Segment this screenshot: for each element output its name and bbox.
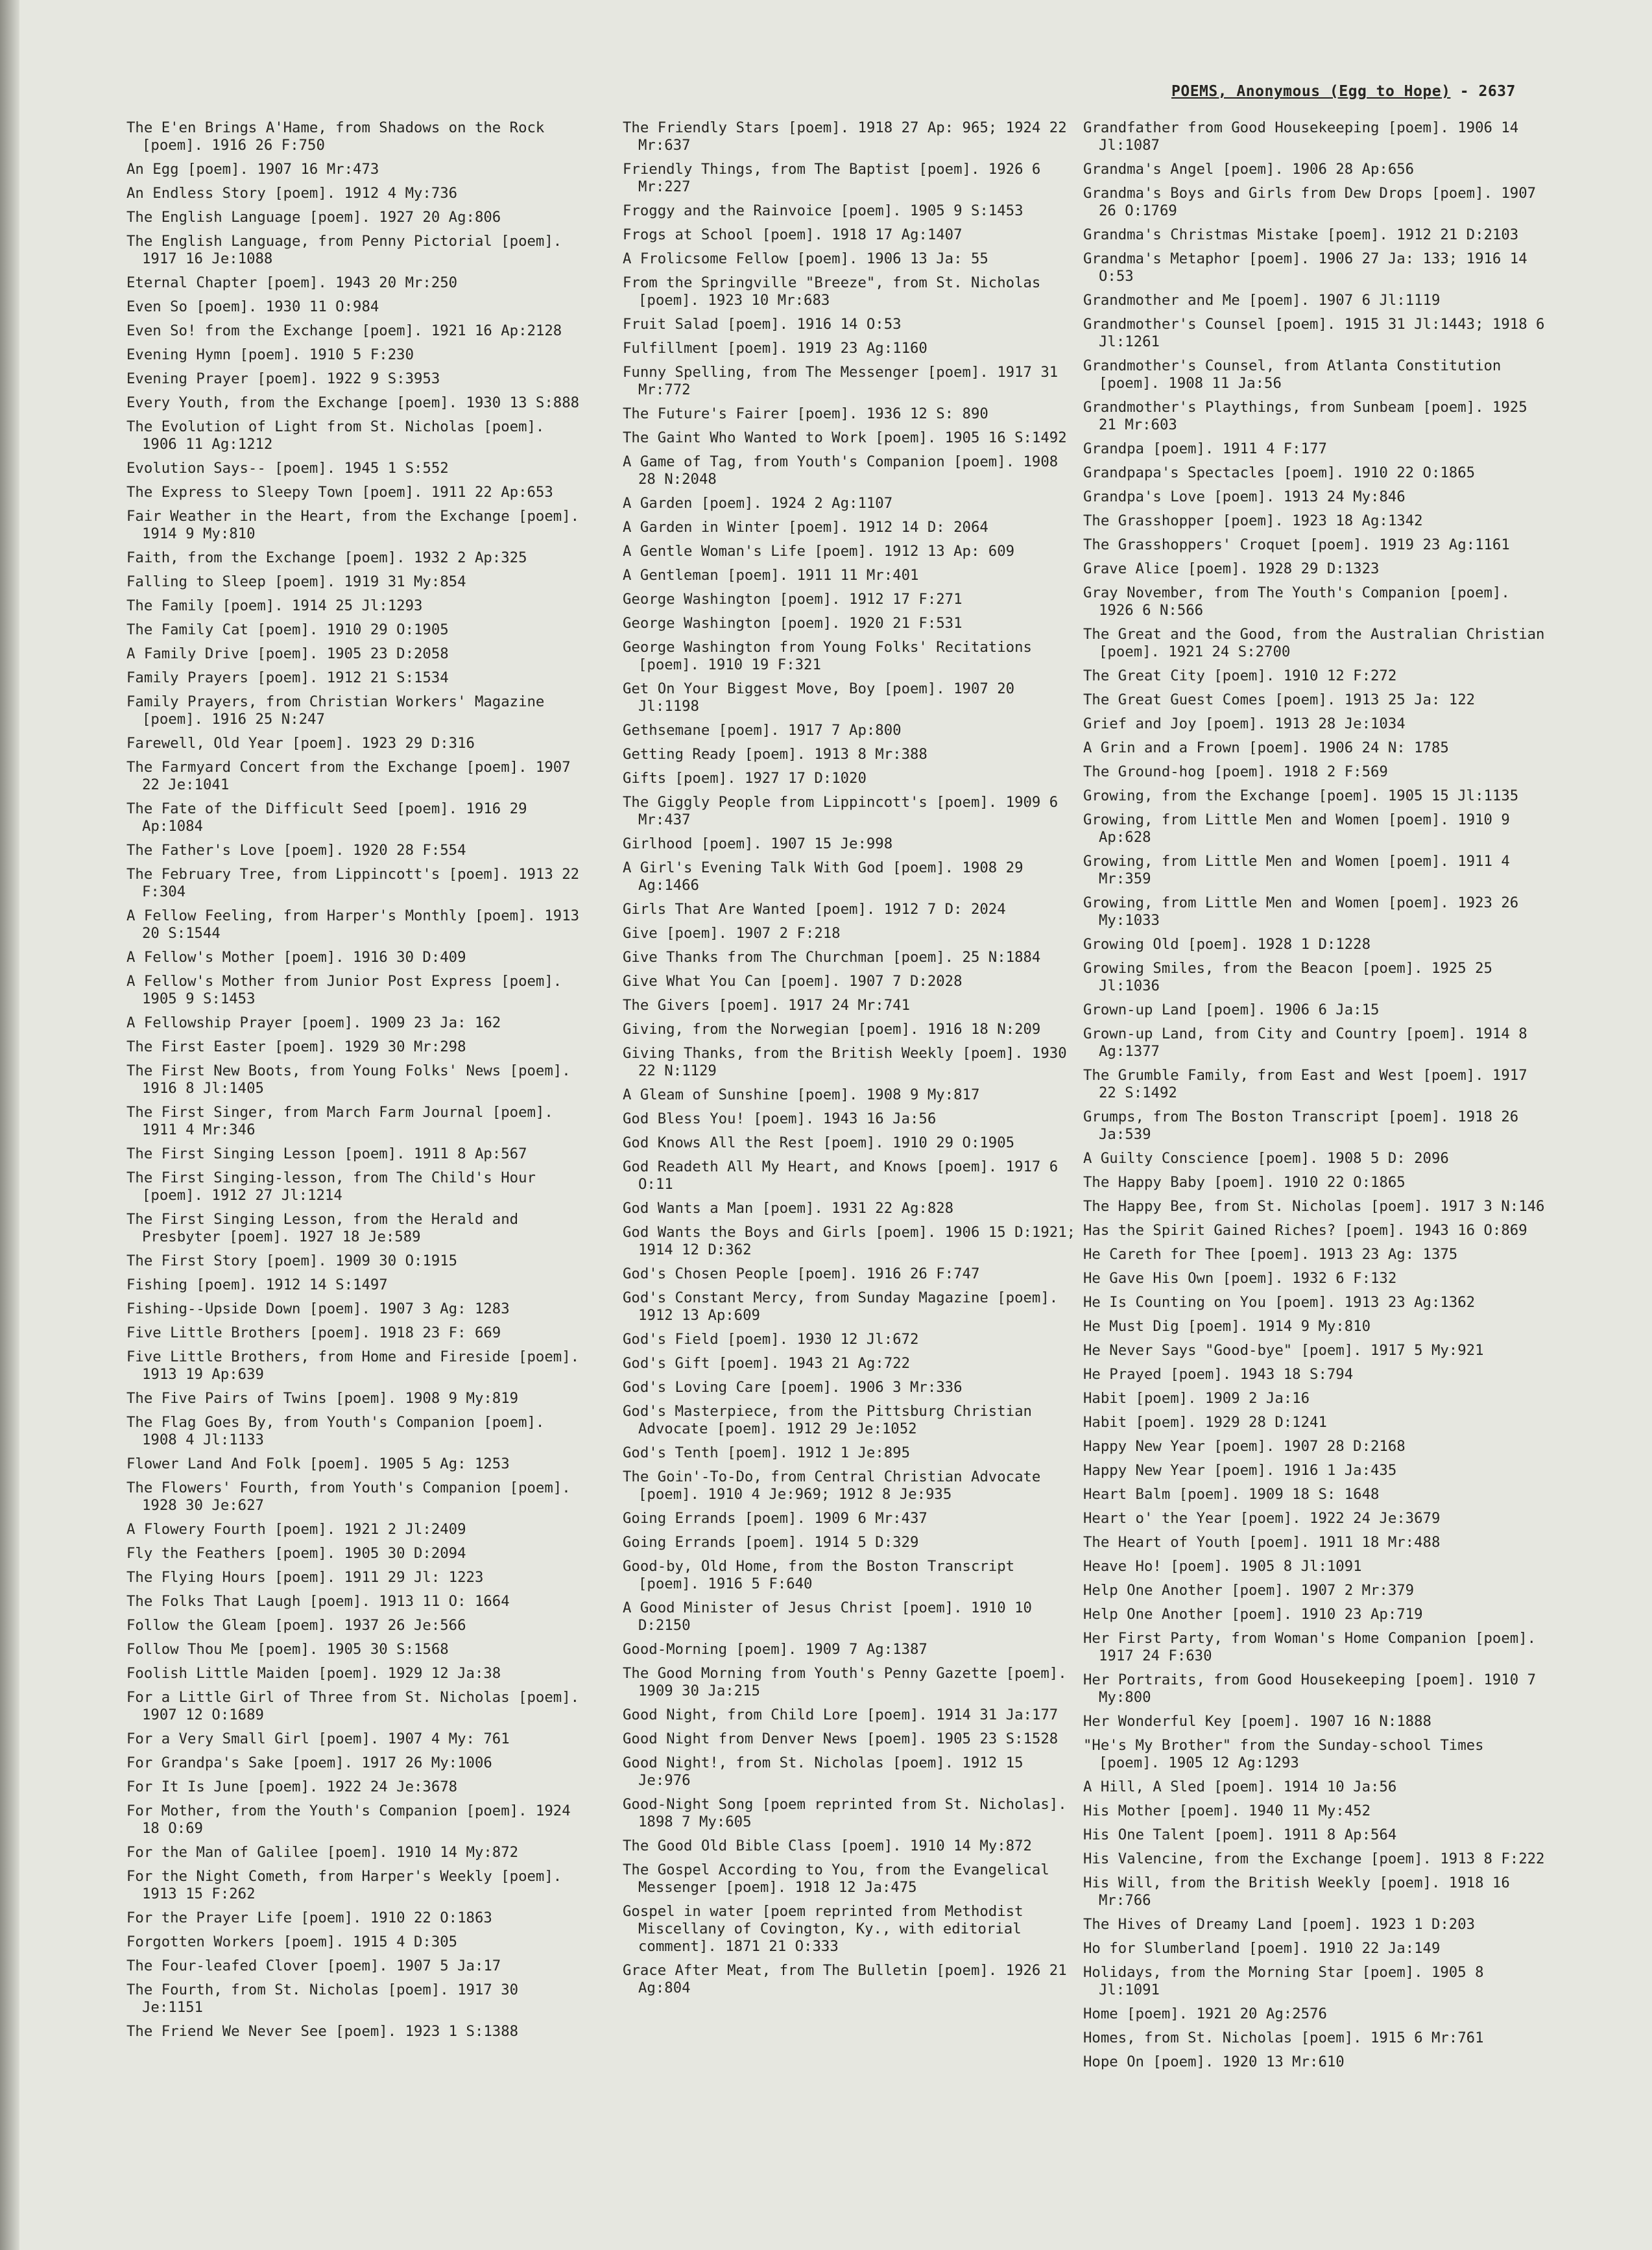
index-entry: Ho for Slumberland [poem]. 1910 22 Ja:149 <box>1083 1940 1441 1957</box>
index-entry: Growing Old [poem]. 1928 1 D:1228 <box>1083 936 1371 953</box>
index-entry: Grandma's Boys and Girls from Dew Drops [poem]. 1907 26 O:1769 <box>1083 185 1537 219</box>
index-entry: Faith, from the Exchange [poem]. 1932 2 Ap:325 <box>126 549 527 566</box>
index-entry: The Grumble Family, from East and West [poem]. 1917 22 S:1492 <box>1083 1067 1527 1101</box>
index-entry: The Folks That Laugh [poem]. 1913 11 O: 1664 <box>126 1593 510 1610</box>
index-entry: "He's My Brother" from the Sunday-school Times [poem]. 1905 12 Ag:1293 <box>1083 1737 1484 1771</box>
index-entry: Grace After Meat, from The Bulletin [poem]. 1926 21 Ag:804 <box>623 1962 1067 1996</box>
index-entry: God's Field [poem]. 1930 12 Jl:672 <box>623 1331 919 1348</box>
index-entry: A Fellow's Mother [poem]. 1916 30 D:409 <box>126 949 466 966</box>
index-entry: For Mother, from the Youth's Companion [poem]. 1924 18 O:69 <box>126 1802 571 1837</box>
index-entry: The First Story [poem]. 1909 30 O:1915 <box>126 1252 458 1269</box>
index-entry: Even So! from the Exchange [poem]. 1921 16 Ap:2128 <box>126 322 562 339</box>
index-entry: Home [poem]. 1921 20 Ag:2576 <box>1083 2005 1327 2022</box>
index-entry: A Guilty Conscience [poem]. 1908 5 D: 2096 <box>1083 1150 1449 1167</box>
index-entry: The English Language [poem]. 1927 20 Ag:806 <box>126 209 501 226</box>
index-entry: He Is Counting on You [poem]. 1913 23 Ag:1362 <box>1083 1294 1476 1311</box>
index-entry: Growing, from Little Men and Women [poem]. 1910 9 Ap:628 <box>1083 811 1510 846</box>
index-entry: The Happy Bee, from St. Nicholas [poem]. 1917 3 N:146 <box>1083 1198 1545 1215</box>
index-entry: Five Little Brothers [poem]. 1918 23 F: 669 <box>126 1324 501 1341</box>
index-entry: The Friend We Never See [poem]. 1923 1 S:1388 <box>126 2023 519 2040</box>
index-entry: Gethsemane [poem]. 1917 7 Ap:800 <box>623 722 902 739</box>
index-entry: The Family [poem]. 1914 25 Jl:1293 <box>126 597 423 614</box>
index-entry: Giving Thanks, from the British Weekly [poem]. 1930 22 N:1129 <box>623 1045 1067 1079</box>
index-column-2 <box>623 119 1077 2004</box>
index-entry: The First Singing Lesson, from the Herald and Presbyter [poem]. 1927 18 Je:589 <box>126 1211 519 1245</box>
index-entry: The English Language, from Penny Pictorial [poem]. 1917 16 Je:1088 <box>126 233 562 267</box>
index-entry: Family Prayers [poem]. 1912 21 S:1534 <box>126 669 449 686</box>
index-entry: The Happy Baby [poem]. 1910 22 O:1865 <box>1083 1174 1406 1191</box>
index-entry: A Flowery Fourth [poem]. 1921 2 Jl:2409 <box>126 1521 466 1538</box>
index-entry: A Hill, A Sled [poem]. 1914 10 Ja:56 <box>1083 1778 1397 1795</box>
index-entry: God Readeth All My Heart, and Knows [poem]. 1917 6 O:11 <box>623 1158 1059 1193</box>
index-entry: Grandmother's Counsel [poem]. 1915 31 Jl:1443; 1918 6 Jl:1261 <box>1083 316 1545 350</box>
index-entry: His Mother [poem]. 1940 11 My:452 <box>1083 1802 1371 1819</box>
index-entry: A Grin and a Frown [poem]. 1906 24 N: 1785 <box>1083 739 1449 756</box>
index-entry: Heave Ho! [poem]. 1905 8 Jl:1091 <box>1083 1558 1362 1575</box>
index-entry: Has the Spirit Gained Riches? [poem]. 1943 16 O:869 <box>1083 1222 1527 1239</box>
index-entry: The Friendly Stars [poem]. 1918 27 Ap: 965; 1924 22 Mr:637 <box>623 119 1067 154</box>
index-entry: Farewell, Old Year [poem]. 1923 29 D:316 <box>126 735 475 752</box>
index-entry: Evening Hymn [poem]. 1910 5 F:230 <box>126 346 414 363</box>
index-entry: God's Constant Mercy, from Sunday Magazine [poem]. 1912 13 Ap:609 <box>623 1289 1059 1324</box>
index-entry: A Fellow Feeling, from Harper's Monthly [poem]. 1913 20 S:1544 <box>126 907 580 942</box>
index-entry: Girls That Are Wanted [poem]. 1912 7 D: 2024 <box>623 901 1006 918</box>
index-entry: Eternal Chapter [poem]. 1943 20 Mr:250 <box>126 274 458 291</box>
index-entry: The Grasshoppers' Croquet [poem]. 1919 23 Ag:1161 <box>1083 536 1510 553</box>
index-entry: He Careth for Thee [poem]. 1913 23 Ag: 1375 <box>1083 1246 1458 1263</box>
index-entry: Happy New Year [poem]. 1916 1 Ja:435 <box>1083 1462 1397 1479</box>
index-entry: Homes, from St. Nicholas [poem]. 1915 6 Mr:761 <box>1083 2029 1484 2046</box>
index-entry: Grandpa's Love [poem]. 1913 24 My:846 <box>1083 488 1406 505</box>
index-entry: Good Night, from Child Lore [poem]. 1914 31 Ja:177 <box>623 1706 1059 1723</box>
index-column-1 <box>126 119 581 2047</box>
index-entry: The Four-leafed Clover [poem]. 1907 5 Ja:17 <box>126 1957 501 1974</box>
index-entry: The Five Pairs of Twins [poem]. 1908 9 My:819 <box>126 1390 519 1407</box>
index-entry: For It Is June [poem]. 1922 24 Je:3678 <box>126 1778 458 1795</box>
section-title: POEMS, Anonymous (Egg to Hope) <box>1171 83 1451 100</box>
index-entry: His Valencine, from the Exchange [poem]. 1913 8 F:222 <box>1083 1850 1545 1867</box>
index-entry: The Future's Fairer [poem]. 1936 12 S: 890 <box>623 405 988 422</box>
index-entry: The First New Boots, from Young Folks' News [poem]. 1916 8 Jl:1405 <box>126 1062 571 1097</box>
index-entry: Forgotten Workers [poem]. 1915 4 D:305 <box>126 1933 458 1950</box>
index-entry: Give Thanks from The Churchman [poem]. 25 N:1884 <box>623 949 1041 966</box>
index-entry: Evolution Says-- [poem]. 1945 1 S:552 <box>126 460 449 477</box>
index-entry: Help One Another [poem]. 1907 2 Mr:379 <box>1083 1582 1415 1599</box>
index-entry: Fair Weather in the Heart, from the Exchange [poem]. 1914 9 My:810 <box>126 508 580 542</box>
index-entry: A Garden [poem]. 1924 2 Ag:1107 <box>623 495 893 512</box>
index-entry: A Fellowship Prayer [poem]. 1909 23 Ja: 162 <box>126 1014 501 1031</box>
index-entry: For the Night Cometh, from Harper's Weekly [poem]. 1913 15 F:262 <box>126 1868 562 1902</box>
index-entry: Five Little Brothers, from Home and Fireside [poem]. 1913 19 Ap:639 <box>126 1348 580 1383</box>
index-entry: The Good Old Bible Class [poem]. 1910 14 My:872 <box>623 1837 1032 1854</box>
index-entry: Gifts [poem]. 1927 17 D:1020 <box>623 770 867 787</box>
index-entry: The Flying Hours [poem]. 1911 29 Jl: 1223 <box>126 1569 484 1586</box>
index-entry: For a Little Girl of Three from St. Nicholas [poem]. 1907 12 O:1689 <box>126 1689 580 1723</box>
index-entry: The Good Morning from Youth's Penny Gazette [poem]. 1909 30 Ja:215 <box>623 1665 1067 1699</box>
index-entry: God Knows All the Rest [poem]. 1910 29 O:1905 <box>623 1134 1015 1151</box>
index-entry: Gospel in water [poem reprinted from Methodist Miscellany of Covington, Ky., with editorial comment]. 1871 21 O:333 <box>623 1903 1024 1955</box>
index-entry: Grandmother's Playthings, from Sunbeam [poem]. 1925 21 Mr:603 <box>1083 399 1527 433</box>
index-entry: God's Loving Care [poem]. 1906 3 Mr:336 <box>623 1379 963 1396</box>
index-entry: Evening Prayer [poem]. 1922 9 S:3953 <box>126 370 440 387</box>
index-entry: A Family Drive [poem]. 1905 23 D:2058 <box>126 645 449 662</box>
index-entry: Frogs at School [poem]. 1918 17 Ag:1407 <box>623 226 963 243</box>
index-entry: The Gaint Who Wanted to Work [poem]. 1905 16 S:1492 <box>623 429 1067 446</box>
index-entry: Friendly Things, from The Baptist [poem]. 1926 6 Mr:227 <box>623 161 1041 195</box>
index-entry: Habit [poem]. 1929 28 D:1241 <box>1083 1414 1327 1431</box>
index-entry: His Will, from the British Weekly [poem]. 1918 16 Mr:766 <box>1083 1874 1510 1909</box>
index-entry: For Grandpa's Sake [poem]. 1917 26 My:1006 <box>126 1754 492 1771</box>
index-entry: Going Errands [poem]. 1909 6 Mr:437 <box>623 1510 928 1527</box>
index-entry: For the Man of Galilee [poem]. 1910 14 My:872 <box>126 1844 519 1861</box>
index-entry: The Flowers' Fourth, from Youth's Companion [poem]. 1928 30 Je:627 <box>126 1479 571 1514</box>
index-entry: A Game of Tag, from Youth's Companion [poem]. 1908 28 N:2048 <box>623 453 1059 488</box>
index-entry: Getting Ready [poem]. 1913 8 Mr:388 <box>623 746 928 763</box>
index-entry: An Endless Story [poem]. 1912 4 My:736 <box>126 185 458 202</box>
index-entry: Give [poem]. 1907 2 F:218 <box>623 925 841 942</box>
index-entry: Give What You Can [poem]. 1907 7 D:2028 <box>623 973 963 990</box>
index-entry: The First Singing Lesson [poem]. 1911 8 Ap:567 <box>126 1145 527 1162</box>
index-entry: The First Singing-lesson, from The Child's Hour [poem]. 1912 27 Jl:1214 <box>126 1169 536 1204</box>
index-entry: Grandpapa's Spectacles [poem]. 1910 22 O:1865 <box>1083 464 1476 481</box>
index-entry: Going Errands [poem]. 1914 5 D:329 <box>623 1534 919 1551</box>
index-entry: A Gentle Woman's Life [poem]. 1912 13 Ap: 609 <box>623 543 1015 560</box>
index-entry: The E'en Brings A'Hame, from Shadows on the Rock [poem]. 1916 26 F:750 <box>126 119 545 154</box>
index-entry: The Great Guest Comes [poem]. 1913 25 Ja: 122 <box>1083 691 1476 708</box>
index-entry: Even So [poem]. 1930 11 O:984 <box>126 298 379 315</box>
index-entry: Every Youth, from the Exchange [poem]. 1930 13 S:888 <box>126 394 580 411</box>
index-entry: He Must Dig [poem]. 1914 9 My:810 <box>1083 1318 1371 1335</box>
index-entry: Her First Party, from Woman's Home Companion [poem]. 1917 24 F:630 <box>1083 1630 1537 1664</box>
index-entry: The Great and the Good, from the Australian Christian [poem]. 1921 24 S:2700 <box>1083 626 1545 660</box>
index-entry: A Frolicsome Fellow [poem]. 1906 13 Ja: 55 <box>623 250 988 267</box>
index-entry: Giving, from the Norwegian [poem]. 1916 18 N:209 <box>623 1021 1041 1038</box>
index-entry: Heart Balm [poem]. 1909 18 S: 1648 <box>1083 1486 1380 1503</box>
index-entry: The Express to Sleepy Town [poem]. 1911 22 Ap:653 <box>126 484 553 501</box>
index-entry: The Father's Love [poem]. 1920 28 F:554 <box>126 842 466 859</box>
index-entry: Heart o' the Year [poem]. 1922 24 Je:3679 <box>1083 1510 1441 1527</box>
index-entry: Holidays, from the Morning Star [poem]. 1905 8 Jl:1091 <box>1083 1964 1484 1998</box>
index-entry: Her Wonderful Key [poem]. 1907 16 N:1888 <box>1083 1713 1431 1730</box>
index-entry: He Never Says "Good-bye" [poem]. 1917 5 My:921 <box>1083 1342 1484 1359</box>
index-entry: A Girl's Evening Talk With God [poem]. 1908 29 Ag:1466 <box>623 859 1024 894</box>
index-entry: The Great City [poem]. 1910 12 F:272 <box>1083 667 1397 684</box>
index-entry: Froggy and the Rainvoice [poem]. 1905 9 S:1453 <box>623 202 1024 219</box>
index-entry: God's Gift [poem]. 1943 21 Ag:722 <box>623 1355 910 1372</box>
index-entry: An Egg [poem]. 1907 16 Mr:473 <box>126 161 379 178</box>
index-entry: Grumps, from The Boston Transcript [poem]. 1918 26 Ja:539 <box>1083 1108 1519 1143</box>
index-entry: His One Talent [poem]. 1911 8 Ap:564 <box>1083 1826 1397 1843</box>
index-entry: Grown-up Land, from City and Country [poem]. 1914 8 Ag:1377 <box>1083 1025 1527 1060</box>
page-number: - 2637 <box>1459 83 1516 100</box>
index-entry: Grandfather from Good Housekeeping [poem]. 1906 14 Jl:1087 <box>1083 119 1519 154</box>
index-entry: Get On Your Biggest Move, Boy [poem]. 1907 20 Jl:1198 <box>623 680 1015 715</box>
index-entry: The Evolution of Light from St. Nicholas [poem]. 1906 11 Ag:1212 <box>126 418 545 453</box>
index-entry: The First Easter [poem]. 1929 30 Mr:298 <box>126 1038 466 1055</box>
index-entry: A Garden in Winter [poem]. 1912 14 D: 2064 <box>623 519 988 536</box>
index-entry: God's Masterpiece, from the Pittsburg Christian Advocate [poem]. 1912 29 Je:1052 <box>623 1403 1032 1437</box>
index-entry: He Prayed [poem]. 1943 18 S:794 <box>1083 1366 1354 1383</box>
index-entry: Grandmother and Me [poem]. 1907 6 Jl:1119 <box>1083 292 1441 309</box>
index-entry: Happy New Year [poem]. 1907 28 D:2168 <box>1083 1438 1406 1455</box>
index-entry: The Hives of Dreamy Land [poem]. 1923 1 D:203 <box>1083 1916 1476 1933</box>
index-entry: Grandma's Angel [poem]. 1906 28 Ap:656 <box>1083 161 1415 178</box>
index-entry: George Washington [poem]. 1912 17 F:271 <box>623 591 963 608</box>
index-entry: God Wants the Boys and Girls [poem]. 1906 15 D:1921; 1914 12 D:362 <box>623 1224 1076 1258</box>
index-entry: A Gleam of Sunshine [poem]. 1908 9 My:817 <box>623 1086 980 1103</box>
index-entry: Grandmother's Counsel, from Atlanta Constitution [poem]. 1908 11 Ja:56 <box>1083 357 1502 392</box>
index-entry: The Heart of Youth [poem]. 1911 18 Mr:488 <box>1083 1534 1441 1551</box>
index-entry: Help One Another [poem]. 1910 23 Ap:719 <box>1083 1606 1423 1623</box>
index-entry: Fly the Feathers [poem]. 1905 30 D:2094 <box>126 1545 466 1562</box>
index-entry: Grown-up Land [poem]. 1906 6 Ja:15 <box>1083 1001 1380 1018</box>
index-entry: Falling to Sleep [poem]. 1919 31 My:854 <box>126 573 466 590</box>
index-entry: Fruit Salad [poem]. 1916 14 O:53 <box>623 316 902 333</box>
index-entry: Habit [poem]. 1909 2 Ja:16 <box>1083 1390 1310 1407</box>
index-entry: Her Portraits, from Good Housekeeping [poem]. 1910 7 My:800 <box>1083 1671 1537 1706</box>
index-entry: The First Singer, from March Farm Journal [poem]. 1911 4 Mr:346 <box>126 1104 553 1138</box>
index-entry: Grandma's Metaphor [poem]. 1906 27 Ja: 133; 1916 14 O:53 <box>1083 250 1527 285</box>
index-entry: Good-Morning [poem]. 1909 7 Ag:1387 <box>623 1641 928 1658</box>
index-entry: God's Tenth [poem]. 1912 1 Je:895 <box>623 1444 910 1461</box>
index-entry: Gray November, from The Youth's Companion [poem]. 1926 6 N:566 <box>1083 584 1510 619</box>
index-entry: A Good Minister of Jesus Christ [poem]. 1910 10 D:2150 <box>623 1599 1032 1634</box>
index-entry: Follow Thou Me [poem]. 1905 30 S:1568 <box>126 1641 449 1658</box>
index-entry: Girlhood [poem]. 1907 15 Je:998 <box>623 835 893 852</box>
index-entry: George Washington from Young Folks' Recitations [poem]. 1910 19 F:321 <box>623 639 1032 673</box>
index-entry: God Wants a Man [poem]. 1931 22 Ag:828 <box>623 1200 954 1217</box>
index-entry: The Farmyard Concert from the Exchange [poem]. 1907 22 Je:1041 <box>126 759 571 793</box>
index-entry: The Family Cat [poem]. 1910 29 O:1905 <box>126 621 449 638</box>
index-entry: The Fate of the Difficult Seed [poem]. 1916 29 Ap:1084 <box>126 800 527 835</box>
index-entry: Fishing [poem]. 1912 14 S:1497 <box>126 1276 388 1293</box>
index-entry: Flower Land And Folk [poem]. 1905 5 Ag: 1253 <box>126 1455 510 1472</box>
index-entry: Growing, from Little Men and Women [poem]. 1911 4 Mr:359 <box>1083 853 1510 887</box>
index-entry: He Gave His Own [poem]. 1932 6 F:132 <box>1083 1270 1397 1287</box>
index-entry: For the Prayer Life [poem]. 1910 22 O:1863 <box>126 1909 492 1926</box>
index-entry: Family Prayers, from Christian Workers' Magazine [poem]. 1916 25 N:247 <box>126 693 545 728</box>
index-entry: God Bless You! [poem]. 1943 16 Ja:56 <box>623 1110 937 1127</box>
index-entry: Good Night!, from St. Nicholas [poem]. 1912 15 Je:976 <box>623 1754 1024 1789</box>
index-entry: The Goin'-To-Do, from Central Christian Advocate [poem]. 1910 4 Je:969; 1912 8 Je:935 <box>623 1468 1041 1503</box>
index-entry: Fishing--Upside Down [poem]. 1907 3 Ag: 1283 <box>126 1300 510 1317</box>
index-entry: A Gentleman [poem]. 1911 11 Mr:401 <box>623 567 919 584</box>
index-entry: The Grasshopper [poem]. 1923 18 Ag:1342 <box>1083 512 1423 529</box>
index-entry: Follow the Gleam [poem]. 1937 26 Je:566 <box>126 1617 466 1634</box>
index-entry: The Ground-hog [poem]. 1918 2 F:569 <box>1083 763 1388 780</box>
index-entry: Good-Night Song [poem reprinted from St. Nicholas]. 1898 7 My:605 <box>623 1796 1067 1830</box>
index-entry: Grave Alice [poem]. 1928 29 D:1323 <box>1083 560 1380 577</box>
index-entry: The Flag Goes By, from Youth's Companion [poem]. 1908 4 Jl:1133 <box>126 1414 545 1448</box>
index-entry: For a Very Small Girl [poem]. 1907 4 My: 761 <box>126 1730 510 1747</box>
index-entry: Hope On [poem]. 1920 13 Mr:610 <box>1083 2053 1345 2070</box>
index-entry: The Gospel According to You, from the Evangelical Messenger [poem]. 1918 12 Ja:475 <box>623 1861 1049 1896</box>
page-edge-shadow <box>0 0 19 2250</box>
index-entry: From the Springville "Breeze", from St. Nicholas [poem]. 1923 10 Mr:683 <box>623 274 1041 309</box>
index-entry: The Fourth, from St. Nicholas [poem]. 1917 30 Je:1151 <box>126 1981 519 2016</box>
index-entry: Grandpa [poem]. 1911 4 F:177 <box>1083 440 1327 457</box>
index-entry: Good-by, Old Home, from the Boston Transcript [poem]. 1916 5 F:640 <box>623 1558 1015 1592</box>
index-entry: Growing, from Little Men and Women [poem]. 1923 26 My:1033 <box>1083 894 1519 929</box>
index-entry: Good Night from Denver News [poem]. 1905 23 S:1528 <box>623 1730 1059 1747</box>
index-entry: Funny Spelling, from The Messenger [poem]. 1917 31 Mr:772 <box>623 364 1059 398</box>
index-entry: The Givers [poem]. 1917 24 Mr:741 <box>623 997 910 1014</box>
index-entry: God's Chosen People [poem]. 1916 26 F:747 <box>623 1265 980 1282</box>
index-entry: The February Tree, from Lippincott's [poem]. 1913 22 F:304 <box>126 866 580 900</box>
page-header <box>1171 83 1516 100</box>
index-entry: The Giggly People from Lippincott's [poem]. 1909 6 Mr:437 <box>623 794 1059 828</box>
index-entry: A Fellow's Mother from Junior Post Express [poem]. 1905 9 S:1453 <box>126 973 562 1007</box>
index-column-3 <box>1083 119 1550 2077</box>
index-entry: Growing Smiles, from the Beacon [poem]. 1925 25 Jl:1036 <box>1083 960 1492 994</box>
index-entry: Fulfillment [poem]. 1919 23 Ag:1160 <box>623 340 928 357</box>
index-entry: Grandma's Christmas Mistake [poem]. 1912 21 D:2103 <box>1083 226 1519 243</box>
index-entry: Foolish Little Maiden [poem]. 1929 12 Ja:38 <box>126 1665 501 1682</box>
index-entry: George Washington [poem]. 1920 21 F:531 <box>623 615 963 632</box>
index-entry: Growing, from the Exchange [poem]. 1905 15 Jl:1135 <box>1083 787 1519 804</box>
index-entry: Grief and Joy [poem]. 1913 28 Je:1034 <box>1083 715 1406 732</box>
